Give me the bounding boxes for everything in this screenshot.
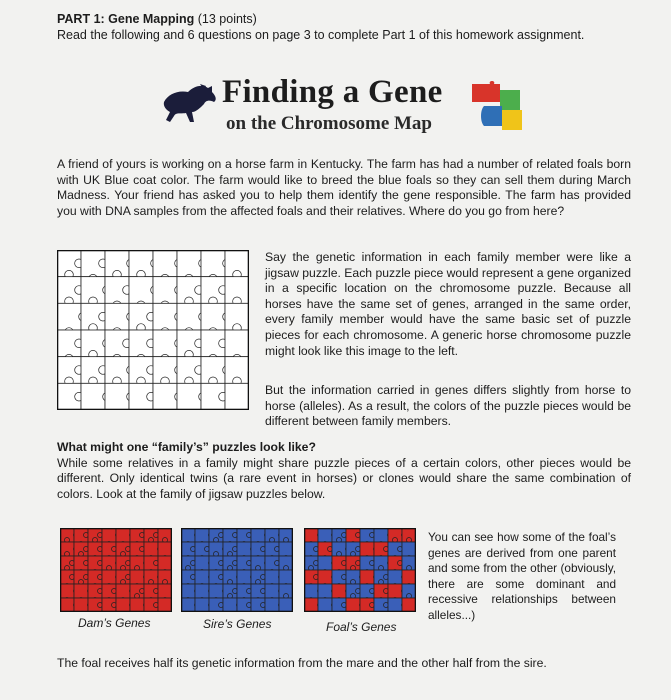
generic-puzzle-piece [177,383,201,410]
foal-puzzle-piece [332,584,346,598]
foal-puzzle-piece [346,598,360,612]
generic-puzzle-piece [201,250,225,277]
generic-puzzle-piece [153,277,177,304]
foal-puzzle-piece [318,598,332,612]
foal-puzzle-piece [318,584,332,598]
horse-silhouette-icon [160,82,218,124]
sire-puzzle-piece [181,598,195,612]
generic-puzzle-piece [129,277,153,304]
generic-puzzle-piece [177,250,201,277]
sire-puzzle-piece [265,570,279,584]
foal-puzzle-piece [402,542,416,556]
sire-puzzle-piece [265,584,279,598]
dam-puzzle-piece [74,598,88,612]
dam-puzzle-piece [158,598,172,612]
dam-puzzle-piece [116,598,130,612]
part-title [57,11,657,27]
dam-puzzle-piece [158,584,172,598]
sire-puzzle-piece [279,542,293,556]
sire-puzzle-piece [265,598,279,612]
dam-puzzle-piece [116,584,130,598]
sire-puzzle-piece [195,528,209,542]
sire-puzzle-piece [181,528,195,542]
points-label: (13 points) [194,12,257,26]
assignment-header [57,11,657,43]
foal-puzzle-piece [360,570,374,584]
part-label: PART 1: Gene Mapping [57,12,195,26]
foal-puzzle-piece [388,570,402,584]
foal-puzzle-piece [402,598,416,612]
generic-puzzle-piece [153,383,177,410]
generic-puzzle-piece [153,303,177,330]
sire-puzzle-piece [251,528,265,542]
dam-puzzle-piece [116,528,130,542]
dam-puzzle [60,528,172,612]
generic-puzzle-piece [201,303,225,330]
dam-puzzle-image [60,528,172,612]
dam-puzzle-piece [158,556,172,570]
generic-puzzle-image [57,250,249,410]
family-question: What might one “family’s” puzzles look like? [57,440,316,454]
generic-puzzle-piece [81,383,105,410]
generic-chromosome-puzzle [57,250,249,410]
generic-puzzle-piece [153,250,177,277]
sire-puzzle-piece [195,584,209,598]
banner-title: Finding a Gene [222,74,443,110]
intro-text: A friend of yours is working on a horse farm in Kentucky. The farm has had a number of related foals born with UK Blue coat color. The farm would like to breed the blue foals so they can sell them during March Madness. Your friend has asked you to help them identify the gene responsible. The farm has provided you with DNA samples from the affected foals and their relatives. Where do you go from here? [57,157,631,218]
dam-puzzle-piece [144,542,158,556]
foal-puzzle-piece [318,570,332,584]
foal-puzzle-piece [388,584,402,598]
jigsaw-text-1: Say the genetic information in each family member were like a jigsaw puzzle. Each puzzle piece would represent a gene organized in a specific location on the chromosome puzzle. Because all horses have the same set of genes, arranged in the same order, every family member would have the same basic set of puzzle pieces for each chromosome. A generic horse chromosome puzzle might look like this image to the left. [265,250,631,358]
jigsaw-text-2: But the information carried in genes differs slightly from horse to horse (alleles). As a result, the colors of the puzzle pieces would be different between family members. [265,383,631,429]
sire-puzzle-piece [223,598,237,612]
generic-puzzle-piece [177,303,201,330]
banner-subtitle: on the Chromosome Map [226,113,433,134]
puzzle-pieces-icon [470,80,528,138]
sire-puzzle-piece [195,598,209,612]
foal-puzzle-piece [304,584,318,598]
foal-puzzle-piece [304,598,318,612]
sire-puzzle-piece [279,570,293,584]
foal-puzzle-piece [304,528,318,542]
dam-puzzle-piece [102,528,116,542]
foal-puzzle-piece [318,528,332,542]
jigsaw-explanation [265,250,631,359]
sire-puzzle-piece [195,570,209,584]
intro-paragraph [57,157,631,219]
sire-puzzle-image [181,528,293,612]
foal-puzzle [304,528,416,612]
foal-text: You can see how some of the foal’s genes are derived from one parent and some from the other (obviously, there are some dominant and recessive relationships between alleles...) [428,530,616,622]
sire-puzzle-piece [279,598,293,612]
sire-puzzle-piece [209,584,223,598]
dam-puzzle-piece [60,598,74,612]
dam-puzzle-piece [60,584,74,598]
family-text: While some relatives in a family might share puzzle pieces of a certain colors, other pieces would be different. Only identical twins (a rare event in horses) or clones would share the same combination of colors. Look at the family of jigsaw puzzles below. [57,455,631,501]
generic-puzzle-piece [105,383,129,410]
dam-puzzle-piece [74,584,88,598]
sire-puzzle-piece [195,556,209,570]
foal-explanation [428,530,616,624]
footer-text: The foal receives half its genetic information from the mare and the other half from the sire. [57,656,547,670]
dam-puzzle-piece [102,570,116,584]
dam-puzzle-piece [130,598,144,612]
sire-caption: Sire’s Genes [203,617,272,631]
foal-puzzle-piece [318,556,332,570]
foal-puzzle-piece [388,598,402,612]
generic-puzzle-piece [225,383,249,410]
sire-puzzle-piece [237,570,251,584]
foal-puzzle-piece [374,528,388,542]
generic-puzzle-piece [225,330,249,357]
generic-puzzle-piece [57,303,81,330]
assignment-instruction: Read the following and 6 questions on page 3 to complete Part 1 of this homework assignment. [57,28,585,42]
generic-puzzle-piece [153,330,177,357]
dam-caption: Dam’s Genes [78,616,151,630]
family-section [57,440,631,502]
sire-puzzle-piece [237,542,251,556]
sire-puzzle [181,528,293,612]
foal-caption: Foal’s Genes [326,620,397,634]
foal-puzzle-piece [360,542,374,556]
dam-puzzle-piece [130,570,144,584]
foal-puzzle-image [304,528,416,612]
sire-puzzle-piece [181,584,195,598]
foal-puzzle-piece [402,570,416,584]
generic-puzzle-piece [105,303,129,330]
allele-explanation [265,383,631,430]
dam-puzzle-piece [158,542,172,556]
